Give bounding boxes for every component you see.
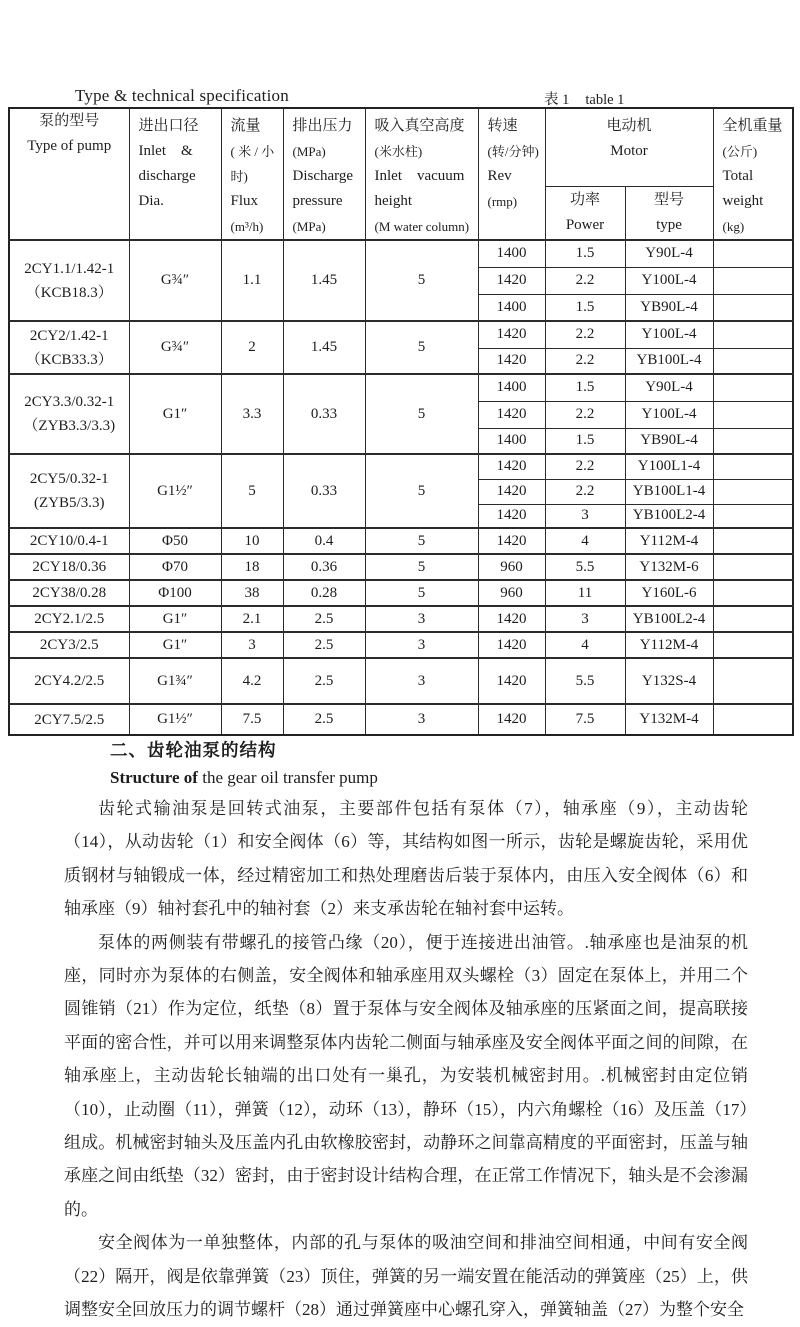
header-line: Dia.	[138, 193, 164, 209]
table-row	[9, 321, 793, 348]
dia-cell: G1″	[129, 606, 221, 632]
header-line: 进出口径	[138, 118, 199, 134]
pressure-cell: 0.36	[283, 554, 365, 580]
motor-type-cell: Y112M-4	[625, 632, 713, 658]
model-line: (ZYB5/3.3)	[34, 495, 105, 511]
rev-cell: 1420	[478, 704, 545, 735]
table-row	[9, 554, 793, 580]
header-discharge-pressure	[283, 108, 365, 240]
table-row	[9, 632, 793, 658]
vacuum-cell: 5	[365, 240, 478, 321]
rev-cell: 1400	[478, 374, 545, 401]
rev-cell: 1400	[478, 428, 545, 454]
weight-cell	[713, 348, 793, 374]
weight-cell	[713, 428, 793, 454]
pressure-cell: 1.45	[283, 240, 365, 321]
vacuum-cell: 5	[365, 528, 478, 554]
flux-cell: 5	[221, 454, 283, 528]
table-label-en: table 1	[585, 92, 625, 108]
header-line: (MPa)	[292, 144, 326, 159]
table-row	[9, 454, 793, 479]
flux-cell: 2	[221, 321, 283, 374]
model-line: 2CY38/0.28	[32, 585, 107, 601]
header-line: (公斤)	[722, 144, 758, 159]
dia-cell: G1¾″	[129, 658, 221, 704]
header-line: 全机重量	[722, 118, 783, 134]
pump-model-cell	[9, 240, 129, 321]
vacuum-cell: 5	[365, 374, 478, 454]
table-row	[9, 606, 793, 632]
motor-type-cell: Y90L-4	[625, 374, 713, 401]
pressure-cell: 0.28	[283, 580, 365, 606]
power-cell: 7.5	[545, 704, 625, 735]
vacuum-cell: 3	[365, 658, 478, 704]
rev-cell: 1420	[478, 606, 545, 632]
motor-type-cell: Y90L-4	[625, 240, 713, 267]
header-line: Inlet &	[138, 143, 193, 159]
table-title: Type & technical specification	[75, 86, 289, 105]
motor-type-cell: YB90L-4	[625, 294, 713, 321]
header-line: (kg)	[722, 219, 745, 234]
motor-type-cell: Y132S-4	[625, 658, 713, 704]
header-rev	[478, 108, 545, 240]
header-line: type	[656, 217, 682, 234]
paragraph: 泵体的两侧装有带螺孔的接管凸缘（20），便于连接进出油管。.轴承座也是油泵的机座，同时亦为泵体的右侧盖，安全阀体和轴承座用双头螺栓（3）固定在泵体上，并用二个圆锥销（21）作为定位，纸垫（8）置于泵体与安全阀体及轴承座的压紧面之间，提高联接平面的密合性，并可以用来调整泵体内齿轮二侧面与轴承座及安全阀体平面之间的间隙，在轴承座上，主动齿轮长轴端的出口处有一巢孔，为安装机械密封用。.机械密封由定位销（10），止动圈（11），弹簧（12），动环（13），静环（15），内六角螺栓（16）及压盖（17）组成。机械密封轴头及压盖内孔由软橡胶密封，动静环之间靠高精度的平面密封，压盖与轴承座之间由纸垫（32）密封，由于密封设计结构合理，在正常工作情况下，轴头是不会渗漏的。	[64, 932, 748, 1219]
power-cell: 1.5	[545, 428, 625, 454]
power-cell: 3	[545, 606, 625, 632]
power-cell: 3	[545, 504, 625, 528]
model-line: 2CY3.3/0.32-1	[24, 394, 115, 410]
header-line: 排出压力	[292, 118, 353, 134]
power-cell: 1.5	[545, 294, 625, 321]
power-cell: 2.2	[545, 321, 625, 348]
header-line: 转速	[487, 118, 518, 134]
motor-type-cell: Y132M-6	[625, 554, 713, 580]
dia-cell: Φ50	[129, 528, 221, 554]
header-line: (MPa)	[292, 219, 326, 234]
header-line: Type of pump	[27, 138, 112, 154]
weight-cell	[713, 479, 793, 504]
rev-cell: 960	[478, 554, 545, 580]
power-cell: 5.5	[545, 554, 625, 580]
pump-model-cell	[9, 374, 129, 454]
header-line: Total	[722, 168, 754, 184]
header-motor	[545, 108, 713, 187]
rev-cell: 1420	[478, 504, 545, 528]
flux-cell: 1.1	[221, 240, 283, 321]
header-line: height	[374, 193, 412, 209]
header-line: 电动机	[606, 118, 652, 134]
pump-model-cell	[9, 632, 129, 658]
weight-cell	[713, 401, 793, 428]
structure-section	[64, 737, 748, 1327]
table-row	[9, 374, 793, 401]
motor-type-cell: YB100L1-4	[625, 479, 713, 504]
header-line: 吸入真空高度	[374, 118, 465, 134]
header-inlet-discharge-dia	[129, 108, 221, 240]
weight-cell	[713, 658, 793, 704]
rev-cell: 1400	[478, 294, 545, 321]
subheading-rest: the gear oil transfer pump	[197, 768, 378, 787]
model-line: 2CY5/0.32-1	[29, 471, 109, 487]
power-cell: 1.5	[545, 240, 625, 267]
pump-model-cell	[9, 580, 129, 606]
rev-cell: 1420	[478, 348, 545, 374]
vacuum-cell: 5	[365, 454, 478, 528]
vacuum-cell: 3	[365, 704, 478, 735]
pressure-cell: 1.45	[283, 321, 365, 374]
header-line: Flux	[230, 193, 259, 209]
power-cell: 5.5	[545, 658, 625, 704]
vacuum-cell: 3	[365, 606, 478, 632]
model-line: （KCB18.3）	[25, 284, 113, 301]
header-line: (rmp)	[487, 194, 518, 209]
pressure-cell: 0.33	[283, 374, 365, 454]
vacuum-cell: 3	[365, 632, 478, 658]
motor-type-cell: Y100L-4	[625, 267, 713, 294]
model-line: 2CY4.2/2.5	[34, 673, 105, 689]
table-label-cn: 表 1	[544, 92, 570, 108]
weight-cell	[713, 632, 793, 658]
section-subheading	[64, 763, 748, 792]
vacuum-cell: 5	[365, 554, 478, 580]
motor-type-cell: YB100L2-4	[625, 504, 713, 528]
table-number-label	[544, 88, 624, 109]
vacuum-cell: 5	[365, 321, 478, 374]
power-cell: 1.5	[545, 374, 625, 401]
power-cell: 2.2	[545, 401, 625, 428]
weight-cell	[713, 504, 793, 528]
weight-cell	[713, 374, 793, 401]
header-line: 功率	[569, 192, 600, 209]
flux-cell: 18	[221, 554, 283, 580]
rev-cell: 1400	[478, 240, 545, 267]
table-row	[9, 658, 793, 704]
model-line: （ZYB3.3/3.3)	[23, 418, 116, 434]
pressure-cell: 2.5	[283, 606, 365, 632]
power-cell: 4	[545, 528, 625, 554]
header-inlet-vacuum-height	[365, 108, 478, 240]
table-title-row	[0, 86, 800, 108]
flux-cell: 10	[221, 528, 283, 554]
power-cell: 4	[545, 632, 625, 658]
motor-type-cell: Y100L-4	[625, 321, 713, 348]
flux-cell: 4.2	[221, 658, 283, 704]
motor-type-cell: Y132M-4	[625, 704, 713, 735]
pump-model-cell	[9, 704, 129, 735]
header-line: ( 米 / 小	[230, 144, 275, 159]
header-line: weight	[722, 193, 764, 209]
rev-cell: 1420	[478, 632, 545, 658]
header-line: (M water column)	[374, 219, 470, 234]
model-line: 2CY2.1/2.5	[34, 611, 105, 627]
weight-cell	[713, 606, 793, 632]
weight-cell	[713, 704, 793, 735]
dia-cell: G1½″	[129, 454, 221, 528]
power-cell: 2.2	[545, 454, 625, 479]
dia-cell: Φ70	[129, 554, 221, 580]
power-cell: 2.2	[545, 348, 625, 374]
dia-cell: G¾″	[129, 321, 221, 374]
header-motor-power	[545, 187, 625, 240]
pump-model-cell	[9, 454, 129, 528]
weight-cell	[713, 240, 793, 267]
dia-cell: G¾″	[129, 240, 221, 321]
model-line: 2CY3/2.5	[39, 637, 99, 653]
header-line: 泵的型号	[39, 113, 100, 129]
weight-cell	[713, 454, 793, 479]
table-row	[9, 240, 793, 267]
dia-cell: G1″	[129, 632, 221, 658]
rev-cell: 1420	[478, 528, 545, 554]
pump-model-cell	[9, 554, 129, 580]
header-line: discharge	[138, 168, 196, 184]
weight-cell	[713, 554, 793, 580]
rev-cell: 1420	[478, 454, 545, 479]
header-line: (转/分钟)	[487, 144, 539, 159]
flux-cell: 38	[221, 580, 283, 606]
model-line: 2CY18/0.36	[32, 559, 107, 575]
pump-model-cell	[9, 528, 129, 554]
model-line: 2CY2/1.42-1	[29, 327, 109, 344]
paragraph: 安全阀体为一单独整体，内部的孔与泵体的吸油空间和排油空间相通，中间有安全阀（22）隔开，阀是依靠弹簧（23）顶住，弹簧的另一端安置在能活动的弹簧座（25）上，供调整安全回放压力的调节螺杆（28）通过弹簧座中心螺孔穿入，弹簧轴盖（27）为整个安全	[64, 1233, 748, 1320]
model-line: 2CY7.5/2.5	[34, 711, 105, 728]
header-line: (m³/h)	[230, 219, 264, 234]
flux-cell: 7.5	[221, 704, 283, 735]
weight-cell	[713, 321, 793, 348]
header-line: Rev	[487, 168, 512, 184]
pump-model-cell	[9, 658, 129, 704]
table-row	[9, 580, 793, 606]
header-line: (米水柱)	[374, 144, 423, 159]
power-cell: 11	[545, 580, 625, 606]
header-line: 流量	[230, 118, 261, 134]
motor-type-cell: YB100L2-4	[625, 606, 713, 632]
header-line: pressure	[292, 193, 343, 209]
dia-cell: G1½″	[129, 704, 221, 735]
motor-type-cell: Y112M-4	[625, 528, 713, 554]
pump-model-cell	[9, 321, 129, 374]
motor-type-cell: Y100L-4	[625, 401, 713, 428]
paragraph: 齿轮式输油泵是回转式油泵，主要部件包括有泵体（7），轴承座（9），主动齿轮（14），从动齿轮（1）和安全阀体（6）等，其结构如图一所示，齿轮是螺旋齿轮，采用优质钢材与轴锻成一体，经过精密加工和热处理磨齿后装于泵体内，由压入安全阀体（6）和轴承座（9）轴衬套孔中的轴衬套（2）来支承齿轮在轴衬套中运转。	[64, 799, 748, 919]
section-heading: 二、齿轮油泵的结构	[110, 740, 277, 760]
header-line: Motor	[610, 143, 648, 159]
pressure-cell: 2.5	[283, 704, 365, 735]
header-line: Discharge	[292, 168, 354, 184]
flux-cell: 3	[221, 632, 283, 658]
header-line: Power	[565, 217, 605, 234]
dia-cell: G1″	[129, 374, 221, 454]
table-row	[9, 704, 793, 735]
pressure-cell: 2.5	[283, 658, 365, 704]
motor-type-cell: YB90L-4	[625, 428, 713, 454]
model-line: 2CY10/0.4-1	[29, 533, 109, 549]
model-line: （KCB33.3）	[25, 351, 113, 368]
header-total-weight	[713, 108, 793, 240]
weight-cell	[713, 528, 793, 554]
header-pump-model	[9, 108, 129, 240]
rev-cell: 1420	[478, 658, 545, 704]
rev-cell: 1420	[478, 479, 545, 504]
header-flux	[221, 108, 283, 240]
header-line: 时)	[230, 169, 248, 184]
table-row	[9, 528, 793, 554]
model-line: 2CY1.1/1.42-1	[24, 260, 115, 277]
pump-model-cell	[9, 606, 129, 632]
weight-cell	[713, 580, 793, 606]
motor-type-cell: Y160L-6	[625, 580, 713, 606]
rev-cell: 1420	[478, 321, 545, 348]
rev-cell: 1420	[478, 267, 545, 294]
power-cell: 2.2	[545, 479, 625, 504]
flux-cell: 2.1	[221, 606, 283, 632]
motor-type-cell: Y100L1-4	[625, 454, 713, 479]
pressure-cell: 0.33	[283, 454, 365, 528]
header-line: 型号	[654, 192, 685, 209]
pressure-cell: 2.5	[283, 632, 365, 658]
weight-cell	[713, 267, 793, 294]
header-motor-type	[625, 187, 713, 240]
weight-cell	[713, 294, 793, 321]
power-cell: 2.2	[545, 267, 625, 294]
spec-table	[8, 107, 794, 736]
motor-type-cell: YB100L-4	[625, 348, 713, 374]
flux-cell: 3.3	[221, 374, 283, 454]
subheading-bold: Structure of	[110, 768, 198, 787]
vacuum-cell: 5	[365, 580, 478, 606]
rev-cell: 1420	[478, 401, 545, 428]
pressure-cell: 0.4	[283, 528, 365, 554]
rev-cell: 960	[478, 580, 545, 606]
dia-cell: Φ100	[129, 580, 221, 606]
header-line: Inlet vacuum	[374, 168, 465, 184]
